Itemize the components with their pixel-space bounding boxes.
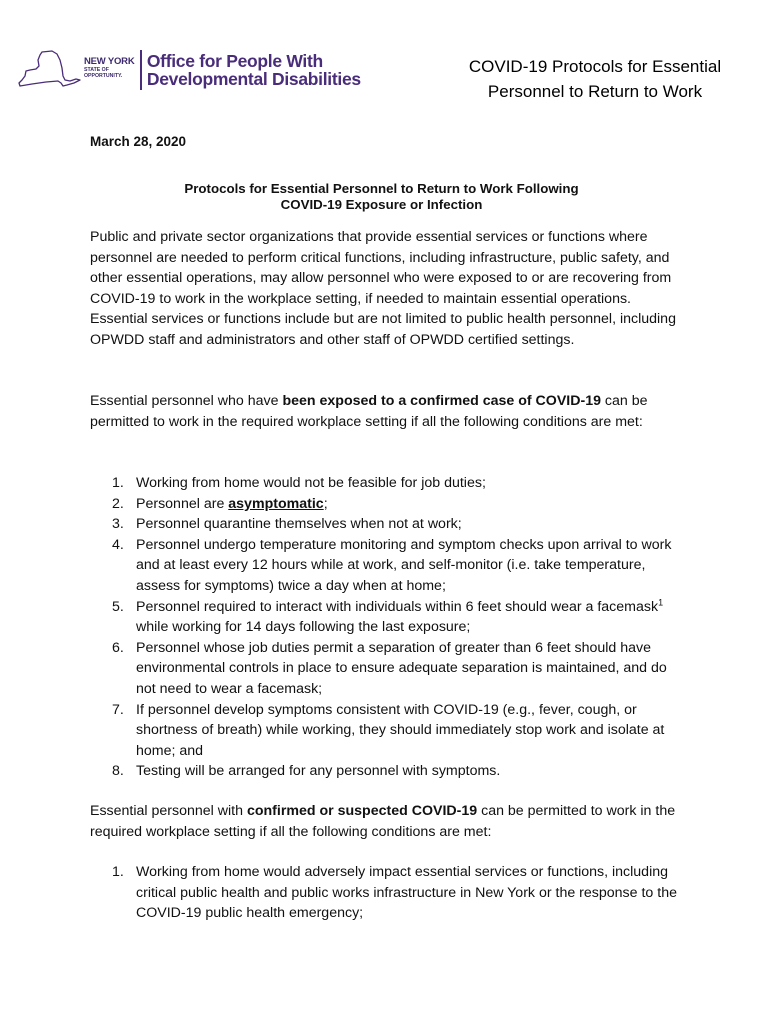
list-item-text: If personnel develop symptoms consistent with COVID-19 (e.g., fever, cough, or shortness of breath) while working, they should immediately stop work and isolate at home; and [136,701,665,759]
asymptomatic-emphasis: asymptomatic [228,495,324,512]
list-item [90,494,680,515]
opwdd-logo [16,48,361,92]
office-name-line2: Developmental Disabilities [146,69,361,89]
list-item-text: Testing will be arranged for any personnel with symptoms. [136,763,501,780]
list-number: 2. [112,495,124,512]
confirmed-lead-paragraph [90,801,680,842]
confirmed-lead-after: can be permitted to work in the required workplace setting if all the following conditions are met: [90,803,676,840]
list-item-text: Personnel quarantine themselves when not at work; [136,516,462,533]
footnote-marker: 1 [658,596,664,607]
list-number: 4. [112,536,124,553]
section-heading-line1: Protocols for Essential Personnel to Return to Work Following [184,181,579,196]
exposed-lead-paragraph [90,391,680,432]
confirmed-lead-bold: confirmed or suspected COVID-19 [246,803,478,819]
list-item-text: Personnel undergo temperature monitoring and symptom checks upon arrival to work and at least every 12 hours while at work, and self-monitor (i.e. take temperature, assess for symptoms) twice a day when at home; [136,536,672,594]
list-item-text-after: ; [323,495,328,512]
list-number: 7. [112,701,124,718]
list-number: 5. [112,598,124,615]
document-date: March 28, 2020 [90,134,187,149]
intro-paragraph: Public and private sector organizations that provide essential services or functions where personnel are needed to perform critical functions, including infrastructure, public safety, and other essential operations, may allow personnel who were exposed to or are recovering from COVID-19 to work in the workplace setting, if needed to maintain essential operations. Essential services or functions include but are not limited to public health personnel, including OPWDD staff and administrators and other staff of OPWDD certified settings. [90,229,676,348]
confirmed-lead-before: Essential personnel with [90,803,247,819]
list-number: 3. [112,516,124,533]
ny-subtitle-line1: STATE OF [84,67,109,73]
list-item [90,597,680,638]
exposed-conditions-list [90,473,680,782]
list-item [90,761,680,782]
list-item-text-before: Personnel required to interact with individuals within 6 feet should wear a facemask [136,598,659,615]
office-name [147,52,361,88]
section-heading-line2: COVID-19 Exposure or Infection [280,197,483,212]
exposed-lead-bold: been exposed to a confirmed case of COVID-19 [282,393,601,409]
ny-wordmark [84,57,134,79]
list-number: 6. [112,639,124,656]
list-item [90,473,680,494]
list-item-text: Working from home would not be feasible for job duties; [136,475,486,491]
list-item [90,638,680,700]
exposed-lead-before: Essential personnel who have [90,393,283,409]
logo-divider [140,50,141,90]
list-number: 1. [112,475,124,491]
list-item [90,514,680,535]
document-title [432,54,758,104]
confirmed-conditions-list [90,862,680,924]
list-number: 1. [112,864,124,880]
document-title-line2: Personnel to Return to Work [487,82,703,101]
list-number: 8. [112,763,124,780]
document-title-line1: COVID-19 Protocols for Essential [468,57,722,76]
list-item [90,700,680,762]
list-item [90,862,680,924]
exposed-lead-after: can be permitted to work in the required workplace setting if all the following conditions are met: [90,393,648,430]
list-item [90,535,680,597]
list-item-text: Working from home would adversely impact essential services or functions, including critical public health and public works infrastructure in New York or the response to the COVID-19 public health emergency; [136,864,677,922]
ny-subtitle-line2: OPPORTUNITY. [84,73,123,79]
office-name-line1: Office for People With [146,51,323,71]
new-york-state-map-icon [16,48,82,92]
ny-title: NEW YORK [84,56,135,67]
list-item-text: Personnel whose job duties permit a separation of greater than 6 feet should have environmental controls in place to ensure adequate separation is maintained, and do not need to wear a facemask; [136,639,667,697]
list-item-text-before: Personnel are [136,495,229,512]
list-item-text-after: while working for 14 days following the last exposure; [136,619,471,636]
section-heading [90,181,673,213]
